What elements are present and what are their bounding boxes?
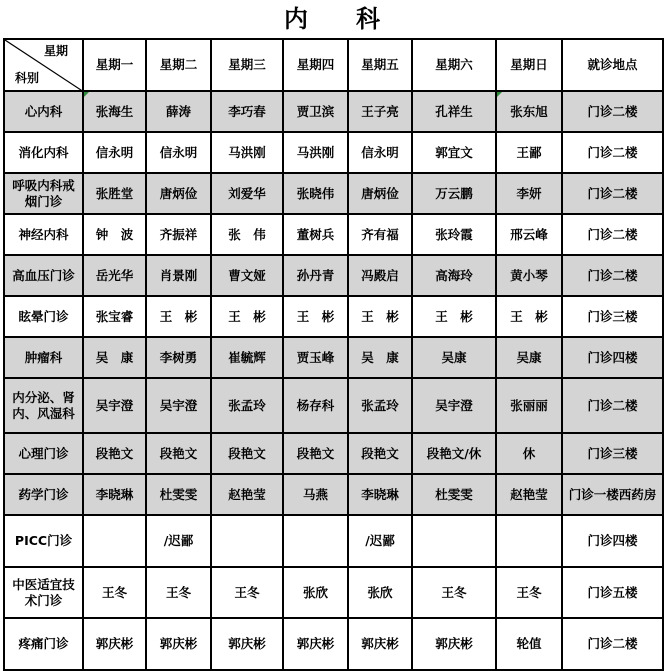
location-cell: 门诊二楼 [562,618,663,670]
doctor-cell: 王 彬 [211,296,283,337]
doctor-cell: 王冬 [211,567,283,618]
location-cell: 门诊二楼 [562,255,663,296]
dept-cell: 神经内科 [4,214,83,255]
location-cell: 门诊四楼 [562,337,663,378]
doctor-cell: 王 彬 [496,296,562,337]
location-cell: 门诊一楼西药房 [562,474,663,515]
doctor-cell: 张欣 [348,567,412,618]
doctor-cell: 吴 康 [348,337,412,378]
location-cell: 门诊二楼 [562,91,663,132]
doctor-cell: 郭庆彬 [348,618,412,670]
dept-cell: PICC门诊 [4,515,83,567]
doctor-cell: 信永明 [348,132,412,173]
doctor-cell: 吴康 [496,337,562,378]
table-row [4,433,663,474]
location-cell: 门诊二楼 [562,173,663,214]
header-row [4,39,663,91]
doctor-cell: 孔祥生 [412,91,496,132]
doctor-cell [496,515,562,567]
doctor-cell: 段艳文 [348,433,412,474]
doctor-cell: 万云鹏 [412,173,496,214]
doctor-cell: 王 彬 [412,296,496,337]
doctor-cell: 张玲霞 [412,214,496,255]
header-day-6: 星期六 [412,39,496,91]
table-row [4,214,663,255]
dept-cell: 眩晕门诊 [4,296,83,337]
header-day-3: 星期三 [211,39,283,91]
table-row [4,618,663,670]
doctor-cell: 郭庆彬 [83,618,146,670]
table-row [4,567,663,618]
location-cell: 门诊二楼 [562,132,663,173]
doctor-cell: 邢云峰 [496,214,562,255]
doctor-cell: 李晓琳 [348,474,412,515]
doctor-cell: 王冬 [496,567,562,618]
doctor-cell: 张孟玲 [348,378,412,433]
doctor-cell: 杨存科 [283,378,348,433]
doctor-cell: 李树勇 [146,337,211,378]
doctor-cell: 高海玲 [412,255,496,296]
doctor-cell: 张欣 [283,567,348,618]
doctor-cell: 轮值 [496,618,562,670]
doctor-cell: 吴宇澄 [412,378,496,433]
doctor-cell: 郭庆彬 [412,618,496,670]
doctor-cell: 冯殿启 [348,255,412,296]
doctor-cell [211,515,283,567]
doctor-cell: 贾卫滨 [283,91,348,132]
doctor-cell: 吴宇澄 [146,378,211,433]
header-day-5: 星期五 [348,39,412,91]
doctor-cell: 刘爱华 [211,173,283,214]
doctor-cell: 张宝睿 [83,296,146,337]
title-left: 内 [284,4,310,33]
doctor-cell: 肖景刚 [146,255,211,296]
doctor-cell: 段艳文 [83,433,146,474]
corner-dept-label: 科别 [15,71,40,85]
doctor-cell: 马燕 [283,474,348,515]
doctor-cell: 王冬 [146,567,211,618]
table-row [4,173,663,214]
doctor-cell: 段艳文 [146,433,211,474]
doctor-cell: 李巧春 [211,91,283,132]
doctor-cell: 王 彬 [283,296,348,337]
location-cell: 门诊四楼 [562,515,663,567]
doctor-cell: 孙丹青 [283,255,348,296]
doctor-cell: 王冬 [83,567,146,618]
dept-cell: 中医适宜技术门诊 [4,567,83,618]
doctor-cell: 张 伟 [211,214,283,255]
doctor-cell: 岳光华 [83,255,146,296]
doctor-cell: 王冬 [412,567,496,618]
doctor-cell [412,515,496,567]
table-row [4,378,663,433]
doctor-cell: 杜雯雯 [412,474,496,515]
title-right: 科 [356,4,382,33]
table-row [4,474,663,515]
doctor-cell: 段艳文 [211,433,283,474]
doctor-cell: 唐炳俭 [146,173,211,214]
doctor-cell: 董树兵 [283,214,348,255]
doctor-cell: 段艳文 [283,433,348,474]
header-day-7: 星期日 [496,39,562,91]
dept-cell: 药学门诊 [4,474,83,515]
corner-header-cell [4,39,83,91]
doctor-cell: 郭庆彬 [283,618,348,670]
doctor-cell: 贾玉峰 [283,337,348,378]
header-day-2: 星期二 [146,39,211,91]
doctor-cell: 马洪刚 [283,132,348,173]
schedule-table [3,38,664,671]
doctor-cell: 张胜堂 [83,173,146,214]
dept-cell: 高血压门诊 [4,255,83,296]
doctor-cell: 齐振祥 [146,214,211,255]
location-cell: 门诊三楼 [562,433,663,474]
doctor-cell: 信永明 [146,132,211,173]
doctor-cell: 吴 康 [83,337,146,378]
table-row [4,132,663,173]
doctor-cell: 吴康 [412,337,496,378]
dept-cell: 内分泌、肾内、风湿科 [4,378,83,433]
doctor-cell: 王子亮 [348,91,412,132]
doctor-cell: 张东旭 [496,91,562,132]
dept-cell: 消化内科 [4,132,83,173]
location-cell: 门诊五楼 [562,567,663,618]
doctor-cell: 郭庆彬 [211,618,283,670]
header-day-4: 星期四 [283,39,348,91]
doctor-cell: 张海生 [83,91,146,132]
corner-weekday-label: 星期 [43,44,68,58]
doctor-cell: 唐炳俭 [348,173,412,214]
dept-cell: 肿瘤科 [4,337,83,378]
header-location: 就诊地点 [562,39,663,91]
doctor-cell: 张晓伟 [283,173,348,214]
doctor-cell: 黄小琴 [496,255,562,296]
doctor-cell: /迟鄙 [146,515,211,567]
dept-cell: 疼痛门诊 [4,618,83,670]
doctor-cell: 张孟玲 [211,378,283,433]
doctor-cell: 李妍 [496,173,562,214]
location-cell: 门诊三楼 [562,296,663,337]
doctor-cell: 段艳文/休 [412,433,496,474]
doctor-cell: /迟鄙 [348,515,412,567]
doctor-cell: 薛涛 [146,91,211,132]
doctor-cell: 曹文娅 [211,255,283,296]
doctor-cell [83,515,146,567]
doctor-cell: 钟 波 [83,214,146,255]
table-row [4,337,663,378]
table-row [4,515,663,567]
table-row [4,296,663,337]
doctor-cell: 张丽丽 [496,378,562,433]
location-cell: 门诊二楼 [562,214,663,255]
doctor-cell [283,515,348,567]
doctor-cell: 赵艳莹 [496,474,562,515]
table-row [4,91,663,132]
doctor-cell: 马洪刚 [211,132,283,173]
doctor-cell: 信永明 [83,132,146,173]
dept-cell: 心内科 [4,91,83,132]
header-day-1: 星期一 [83,39,146,91]
doctor-cell: 李晓琳 [83,474,146,515]
doctor-cell: 休 [496,433,562,474]
table-row [4,255,663,296]
location-cell: 门诊二楼 [562,378,663,433]
doctor-cell: 王 彬 [348,296,412,337]
doctor-cell: 王 彬 [146,296,211,337]
doctor-cell: 吴宇澄 [83,378,146,433]
page-title [0,0,666,38]
doctor-cell: 杜雯雯 [146,474,211,515]
doctor-cell: 齐有福 [348,214,412,255]
doctor-cell: 王鄙 [496,132,562,173]
doctor-cell: 崔毓辉 [211,337,283,378]
doctor-cell: 郭宜文 [412,132,496,173]
dept-cell: 呼吸内科戒烟门诊 [4,173,83,214]
doctor-cell: 郭庆彬 [146,618,211,670]
doctor-cell: 赵艳莹 [211,474,283,515]
dept-cell: 心理门诊 [4,433,83,474]
